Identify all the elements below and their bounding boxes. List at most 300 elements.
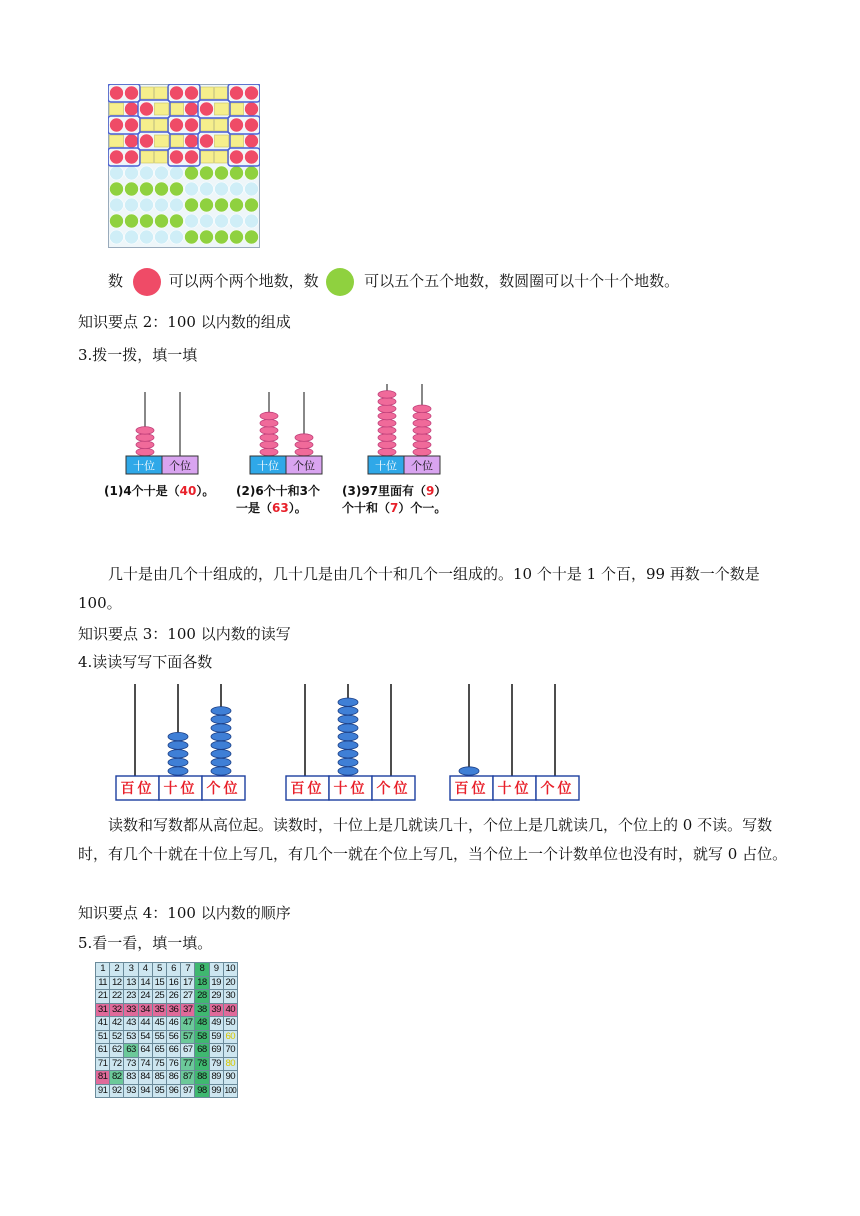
caption-prefix: 数 <box>108 272 124 290</box>
counter-bead <box>413 441 431 449</box>
counter-bead <box>260 427 278 435</box>
bead <box>155 135 169 147</box>
bead <box>155 166 169 180</box>
abacus-bead <box>211 724 231 732</box>
hundred-chart-cell: 74 <box>138 1057 152 1071</box>
hundred-chart-cell: 78 <box>195 1057 209 1071</box>
hundred-chart-cell: 82 <box>110 1071 124 1085</box>
counter-bead <box>378 412 396 420</box>
bead <box>185 86 199 100</box>
section2-exercise: 3.拨一拨，填一填 <box>78 346 198 364</box>
hundred-chart-cell: 90 <box>223 1071 237 1085</box>
counter-bead <box>295 434 313 442</box>
bead <box>125 102 139 116</box>
bead <box>185 182 199 196</box>
counter-bead <box>378 391 396 399</box>
counter-bead <box>260 412 278 420</box>
bead <box>230 150 244 164</box>
place-label: 百位 <box>120 781 155 797</box>
bead <box>125 198 139 212</box>
bead <box>230 86 244 100</box>
counter-caption-1: (1)4个十是（40）。 <box>104 484 215 498</box>
bead <box>140 151 154 163</box>
hundred-chart-cell: 41 <box>96 1017 110 1031</box>
section3-heading: 知识要点 3：100 以内数的读写 <box>78 625 291 643</box>
counter-bead <box>260 434 278 442</box>
bead <box>140 182 154 196</box>
hundred-chart-cell: 38 <box>195 1003 209 1017</box>
bead <box>200 134 214 148</box>
place-label: 个位 <box>206 781 241 797</box>
bead <box>140 87 154 99</box>
hundred-chart-cell: 97 <box>181 1084 195 1098</box>
bead <box>140 214 154 228</box>
bead <box>230 198 244 212</box>
section2-heading: 知识要点 2：100 以内数的组成 <box>78 313 291 331</box>
counter-bead <box>378 441 396 449</box>
hundred-chart-cell: 29 <box>209 990 223 1004</box>
hundred-chart-cell: 28 <box>195 990 209 1004</box>
hundred-chart-cell: 59 <box>209 1030 223 1044</box>
bead <box>215 103 229 115</box>
tens-label: 十位 <box>375 459 397 473</box>
counter-bead <box>413 412 431 420</box>
bead <box>185 118 199 132</box>
hundred-chart-cell: 19 <box>209 976 223 990</box>
hundred-chart-cell: 69 <box>209 1044 223 1058</box>
abacus-bead <box>338 698 358 706</box>
counter-bead <box>413 434 431 442</box>
hundred-chart-cell: 14 <box>138 976 152 990</box>
abacus-bead <box>211 715 231 723</box>
abacus-bead <box>168 767 188 775</box>
abacus-bead <box>338 724 358 732</box>
hundred-chart-cell: 66 <box>166 1044 180 1058</box>
hundred-chart-cell: 99 <box>209 1084 223 1098</box>
bead <box>170 118 184 132</box>
place-label: 百位 <box>454 781 489 797</box>
caption-mid: 可以两个两个地数，数 <box>168 272 319 290</box>
counter-bead <box>413 448 431 456</box>
hundred-chart-cell: 77 <box>181 1057 195 1071</box>
hundred-chart-cell: 91 <box>96 1084 110 1098</box>
hundred-chart-cell: 61 <box>96 1044 110 1058</box>
hundred-chart-cell: 44 <box>138 1017 152 1031</box>
bead <box>125 182 139 196</box>
bead <box>230 182 244 196</box>
bead <box>125 150 139 164</box>
bead <box>200 151 214 163</box>
hundred-chart-cell: 15 <box>152 976 166 990</box>
bead <box>245 230 259 244</box>
hundred-chart-cell: 27 <box>181 990 195 1004</box>
hundred-chart-cell: 96 <box>166 1084 180 1098</box>
hundred-chart-cell: 11 <box>96 976 110 990</box>
bead <box>245 150 259 164</box>
hundred-chart-cell: 86 <box>166 1071 180 1085</box>
bead <box>215 198 229 212</box>
bead <box>110 182 124 196</box>
hundred-chart-cell: 7 <box>181 963 195 977</box>
hundred-chart-row <box>96 976 238 990</box>
hundred-chart-cell: 3 <box>124 963 138 977</box>
bead <box>215 214 229 228</box>
hundred-chart-cell: 31 <box>96 1003 110 1017</box>
hundred-chart-cell: 67 <box>181 1044 195 1058</box>
abacus-svg <box>110 680 590 810</box>
bead <box>215 230 229 244</box>
hundred-chart-cell: 93 <box>124 1084 138 1098</box>
counter-bead <box>295 448 313 456</box>
hundred-chart-cell: 43 <box>124 1017 138 1031</box>
bead <box>125 230 139 244</box>
hundred-chart-row <box>96 1030 238 1044</box>
bead <box>200 119 214 131</box>
hundred-chart-row <box>96 963 238 977</box>
abacus-bead <box>338 707 358 715</box>
hundred-chart-cell: 39 <box>209 1003 223 1017</box>
bead <box>170 166 184 180</box>
bead <box>170 103 184 115</box>
bead <box>185 150 199 164</box>
bead <box>140 166 154 180</box>
counter-bead <box>136 427 154 435</box>
hundred-chart-cell: 63 <box>124 1044 138 1058</box>
hundred-chart-cell: 46 <box>166 1017 180 1031</box>
bead <box>200 102 214 116</box>
bead <box>155 182 169 196</box>
section2-summary: 几十是由几个十组成的，几十几是由几个十和几个一组成的。10 个十是 1 个百，99 再数一个数是 100。 <box>78 565 760 612</box>
abacus-bead <box>211 750 231 758</box>
hundred-chart-row <box>96 1003 238 1017</box>
hundred-chart-cell: 88 <box>195 1071 209 1085</box>
bead <box>245 182 259 196</box>
hundred-chart-cell: 1 <box>96 963 110 977</box>
ones-label: 个位 <box>169 459 191 473</box>
bead <box>110 118 124 132</box>
counter-bead <box>260 419 278 427</box>
hundred-chart-cell: 37 <box>181 1003 195 1017</box>
counter-bead <box>378 427 396 435</box>
hundred-chart-cell: 34 <box>138 1003 152 1017</box>
section3-summary: 读数和写数都从高位起。读数时，十位上是几就读几十，个位上是几就读几，个位上的 0 不读。写数时，有几个十就在十位上写几，有几个一就在个位上写几，当个位上一个计数单位也没有时，就写 0 占位。 <box>78 816 788 863</box>
bead <box>200 230 214 244</box>
ones-label: 个位 <box>293 459 315 473</box>
hundred-chart-cell: 32 <box>110 1003 124 1017</box>
hundred-chart-row <box>96 1057 238 1071</box>
hundred-chart-cell: 48 <box>195 1017 209 1031</box>
hundred-chart-cell: 42 <box>110 1017 124 1031</box>
hundred-chart-cell: 75 <box>152 1057 166 1071</box>
abacus-bead <box>211 741 231 749</box>
place-label: 个位 <box>376 781 411 797</box>
counter-bead <box>378 448 396 456</box>
bead <box>230 166 244 180</box>
abacus-figures <box>110 680 590 810</box>
abacus-bead <box>168 732 188 740</box>
hundred-chart-cell: 6 <box>166 963 180 977</box>
bead <box>110 135 124 147</box>
bead <box>245 118 259 132</box>
bead <box>170 135 184 147</box>
bead <box>230 230 244 244</box>
bead <box>245 214 259 228</box>
hundred-chart-cell: 80 <box>223 1057 237 1071</box>
hundred-chart-cell: 52 <box>110 1030 124 1044</box>
bead <box>200 87 214 99</box>
hundred-chart-cell: 68 <box>195 1044 209 1058</box>
hundred-chart-cell: 92 <box>110 1084 124 1098</box>
hundred-chart-cell: 95 <box>152 1084 166 1098</box>
abacus-bead <box>211 758 231 766</box>
hundred-chart-cell: 2 <box>110 963 124 977</box>
counter-bead <box>378 434 396 442</box>
bead <box>230 103 244 115</box>
hundred-chart-cell: 20 <box>223 976 237 990</box>
hundred-chart-cell: 65 <box>152 1044 166 1058</box>
bead <box>170 230 184 244</box>
tens-label: 十位 <box>133 459 155 473</box>
bead <box>215 119 229 131</box>
abacus-bead <box>338 750 358 758</box>
hundred-chart-cell: 21 <box>96 990 110 1004</box>
bead <box>125 166 139 180</box>
bead <box>155 103 169 115</box>
counter-bead <box>378 398 396 406</box>
bead <box>155 230 169 244</box>
hundred-chart-cell: 10 <box>223 963 237 977</box>
bead <box>155 119 169 131</box>
counter-bead <box>413 427 431 435</box>
hundred-chart-row <box>96 1017 238 1031</box>
abacus-bead <box>338 715 358 723</box>
abacus-bead <box>459 767 479 775</box>
bead <box>110 198 124 212</box>
hundred-chart-cell: 13 <box>124 976 138 990</box>
hundred-chart-cell: 53 <box>124 1030 138 1044</box>
place-label: 十位 <box>333 781 368 797</box>
ones-label: 个位 <box>411 459 433 473</box>
hundred-chart-row <box>96 1084 238 1098</box>
hundred-chart-cell: 54 <box>138 1030 152 1044</box>
bead <box>155 151 169 163</box>
bead <box>140 134 154 148</box>
bead <box>200 198 214 212</box>
hundred-chart-cell: 5 <box>152 963 166 977</box>
abacus-bead <box>338 741 358 749</box>
bead <box>185 102 199 116</box>
hundred-chart-cell: 33 <box>124 1003 138 1017</box>
place-label: 十位 <box>163 781 198 797</box>
bead <box>140 119 154 131</box>
hundred-chart-cell: 58 <box>195 1030 209 1044</box>
bead <box>200 182 214 196</box>
hundred-chart-cell: 81 <box>96 1071 110 1085</box>
caption-suffix: 可以五个五个地数，数圆圈可以十个十个地数。 <box>364 272 680 290</box>
hundred-chart-cell: 18 <box>195 976 209 990</box>
abacus-bead <box>338 758 358 766</box>
counter-bead <box>378 405 396 413</box>
counter-figures <box>110 378 470 488</box>
hundred-chart-cell: 57 <box>181 1030 195 1044</box>
bead <box>125 86 139 100</box>
bead <box>245 198 259 212</box>
abacus-bead <box>211 707 231 715</box>
hundred-chart-cell: 84 <box>138 1071 152 1085</box>
tens-label: 十位 <box>257 459 279 473</box>
bead <box>245 166 259 180</box>
hundred-chart-cell: 8 <box>195 963 209 977</box>
counter-bead <box>413 419 431 427</box>
bead <box>185 198 199 212</box>
place-label: 十位 <box>497 781 532 797</box>
hundred-chart-cell: 62 <box>110 1044 124 1058</box>
bead <box>110 86 124 100</box>
bead <box>170 182 184 196</box>
hundred-chart-cell: 73 <box>124 1057 138 1071</box>
section4-exercise: 5.看一看，填一填。 <box>78 934 213 952</box>
bead <box>200 214 214 228</box>
hundred-chart-cell: 30 <box>223 990 237 1004</box>
bead <box>200 166 214 180</box>
bead <box>245 134 259 148</box>
bead <box>125 118 139 132</box>
bead <box>170 150 184 164</box>
bead <box>230 135 244 147</box>
place-label: 百位 <box>290 781 325 797</box>
hundred-chart-cell: 72 <box>110 1057 124 1071</box>
bead <box>215 87 229 99</box>
hundred-chart-cell: 4 <box>138 963 152 977</box>
counter-bead <box>260 441 278 449</box>
hundred-chart-cell: 79 <box>209 1057 223 1071</box>
counter-svg <box>110 378 470 488</box>
bead <box>245 86 259 100</box>
bead <box>125 214 139 228</box>
hundred-chart-cell: 16 <box>166 976 180 990</box>
bead <box>230 214 244 228</box>
hundred-chart-cell: 12 <box>110 976 124 990</box>
abacus-bead <box>211 767 231 775</box>
hundred-chart-cell: 60 <box>223 1030 237 1044</box>
bead <box>230 118 244 132</box>
abacus-bead <box>211 732 231 740</box>
abacus-bead <box>168 741 188 749</box>
hundred-chart-cell: 9 <box>209 963 223 977</box>
bead <box>155 87 169 99</box>
hundred-chart-cell: 35 <box>152 1003 166 1017</box>
bead-grid-svg <box>108 84 260 248</box>
hundred-chart-cell: 83 <box>124 1071 138 1085</box>
counter-bead <box>136 434 154 442</box>
bead <box>140 102 154 116</box>
bead <box>215 135 229 147</box>
bead <box>245 102 259 116</box>
bead <box>110 150 124 164</box>
bead <box>110 214 124 228</box>
counter-bead <box>295 441 313 449</box>
hundred-chart-cell: 71 <box>96 1057 110 1071</box>
hundred-chart-cell: 100 <box>223 1084 237 1098</box>
abacus-bead <box>338 732 358 740</box>
hundred-chart-cell: 49 <box>209 1017 223 1031</box>
place-label: 个位 <box>540 781 575 797</box>
red-circle-icon <box>133 268 161 296</box>
hundred-chart-cell: 56 <box>166 1030 180 1044</box>
bead <box>140 198 154 212</box>
bead <box>125 134 139 148</box>
hundred-chart-row <box>96 1044 238 1058</box>
abacus-bead <box>168 750 188 758</box>
hundred-chart-cell: 22 <box>110 990 124 1004</box>
hundred-chart-cell: 23 <box>124 990 138 1004</box>
hundred-chart-cell: 55 <box>152 1030 166 1044</box>
hundred-chart-cell: 70 <box>223 1044 237 1058</box>
hundred-chart-cell: 36 <box>166 1003 180 1017</box>
bead <box>215 182 229 196</box>
bead <box>185 166 199 180</box>
bead <box>170 214 184 228</box>
hundred-chart <box>95 962 238 1098</box>
bead-caption <box>108 268 679 294</box>
hundred-chart-cell: 25 <box>152 990 166 1004</box>
bead <box>110 166 124 180</box>
hundred-chart-cell: 50 <box>223 1017 237 1031</box>
hundred-chart-cell: 26 <box>166 990 180 1004</box>
hundred-chart-cell: 45 <box>152 1017 166 1031</box>
bead <box>215 151 229 163</box>
counter-bead <box>378 419 396 427</box>
hundred-chart-cell: 51 <box>96 1030 110 1044</box>
hundred-chart-cell: 98 <box>195 1084 209 1098</box>
section4-heading: 知识要点 4：100 以内数的顺序 <box>78 904 291 922</box>
hundred-chart-cell: 47 <box>181 1017 195 1031</box>
hundred-chart-cell: 94 <box>138 1084 152 1098</box>
bead <box>140 230 154 244</box>
bead <box>185 134 199 148</box>
counter-caption-2: (2)6个十和3个 一是（63）。 <box>236 484 321 515</box>
counter-bead <box>136 448 154 456</box>
bead-grid-figure <box>108 84 260 248</box>
counter-bead <box>413 405 431 413</box>
bead <box>155 214 169 228</box>
hundred-chart-cell: 64 <box>138 1044 152 1058</box>
bead <box>110 103 124 115</box>
counter-bead <box>136 441 154 449</box>
abacus-bead <box>338 767 358 775</box>
bead <box>170 198 184 212</box>
bead <box>185 230 199 244</box>
hundred-chart-cell: 87 <box>181 1071 195 1085</box>
section3-exercise: 4.读读写写下面各数 <box>78 653 213 671</box>
hundred-chart-cell: 85 <box>152 1071 166 1085</box>
hundred-chart-row <box>96 990 238 1004</box>
counter-bead <box>260 448 278 456</box>
counter-caption-3: (3)97里面有（9） 个十和（7）个一。 <box>342 484 447 515</box>
hundred-chart-cell: 24 <box>138 990 152 1004</box>
green-circle-icon <box>326 268 354 296</box>
hundred-chart-cell: 17 <box>181 976 195 990</box>
hundred-chart-cell: 40 <box>223 1003 237 1017</box>
bead <box>155 198 169 212</box>
abacus-bead <box>168 758 188 766</box>
bead <box>185 214 199 228</box>
bead <box>110 230 124 244</box>
hundred-chart-cell: 76 <box>166 1057 180 1071</box>
hundred-chart-cell: 89 <box>209 1071 223 1085</box>
bead <box>170 86 184 100</box>
bead <box>215 166 229 180</box>
